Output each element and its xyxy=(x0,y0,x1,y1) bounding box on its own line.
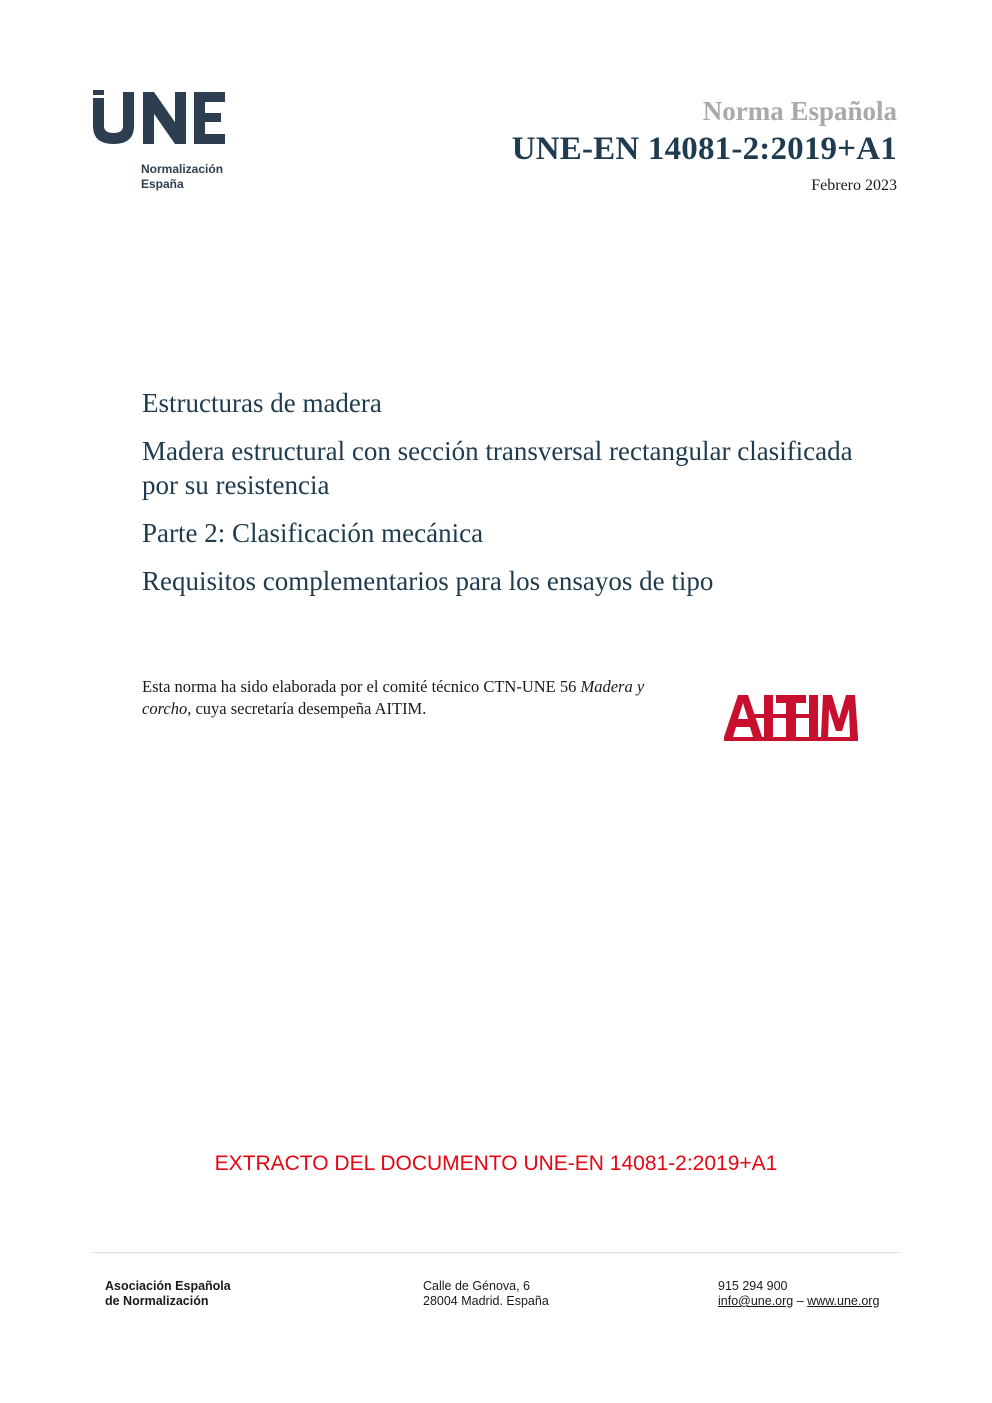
committee-text-end: , cuya secretaría desempeña AITIM. xyxy=(187,699,427,718)
aitim-logo xyxy=(724,687,858,741)
standard-code: UNE-EN 14081-2:2019+A1 xyxy=(511,131,897,167)
title-line: Madera estructural con sección transversal rectangular clasificada por su resistencia xyxy=(142,436,853,500)
title-line: Requisitos complementarios para los ensayos de tipo xyxy=(142,566,714,596)
committee-statement xyxy=(142,676,662,720)
document-titles xyxy=(142,386,872,612)
footer-divider xyxy=(93,1252,899,1253)
address-line2: 28004 Madrid. España xyxy=(423,1294,549,1308)
email-link[interactable]: info@une.org xyxy=(718,1294,794,1308)
org-line1: Asociación Española xyxy=(105,1279,231,1293)
aitim-logo-mark xyxy=(724,687,858,741)
norma-label: Norma Española xyxy=(702,96,897,126)
footer-organization xyxy=(105,1279,231,1309)
committee-text: Esta norma ha sido elaborada por el comité técnico CTN-UNE 56 xyxy=(142,677,581,696)
une-sub-line1: Normalización xyxy=(141,162,224,176)
publication-date: Febrero 2023 xyxy=(811,177,897,194)
une-logo-subtitle xyxy=(141,162,223,192)
committee-name: Madera y corcho xyxy=(142,677,645,718)
address-line1: Calle de Génova, 6 xyxy=(423,1279,531,1293)
contact-links xyxy=(718,1294,879,1309)
title-line: Estructuras de madera xyxy=(142,388,382,418)
footer-address xyxy=(423,1279,549,1309)
phone-number: 915 294 900 xyxy=(718,1279,788,1293)
link-separator: – xyxy=(793,1294,808,1308)
footer-contact xyxy=(718,1279,879,1309)
une-logo-mark xyxy=(93,88,233,148)
org-line2: de Normalización xyxy=(105,1294,209,1308)
title-line: Parte 2: Clasificación mecánica xyxy=(142,518,484,548)
website-link[interactable]: www.une.org xyxy=(807,1294,880,1308)
une-sub-line2: España xyxy=(141,177,184,191)
extract-notice: EXTRACTO DEL DOCUMENTO UNE-EN 14081-2:2019+A1 xyxy=(214,1152,778,1175)
